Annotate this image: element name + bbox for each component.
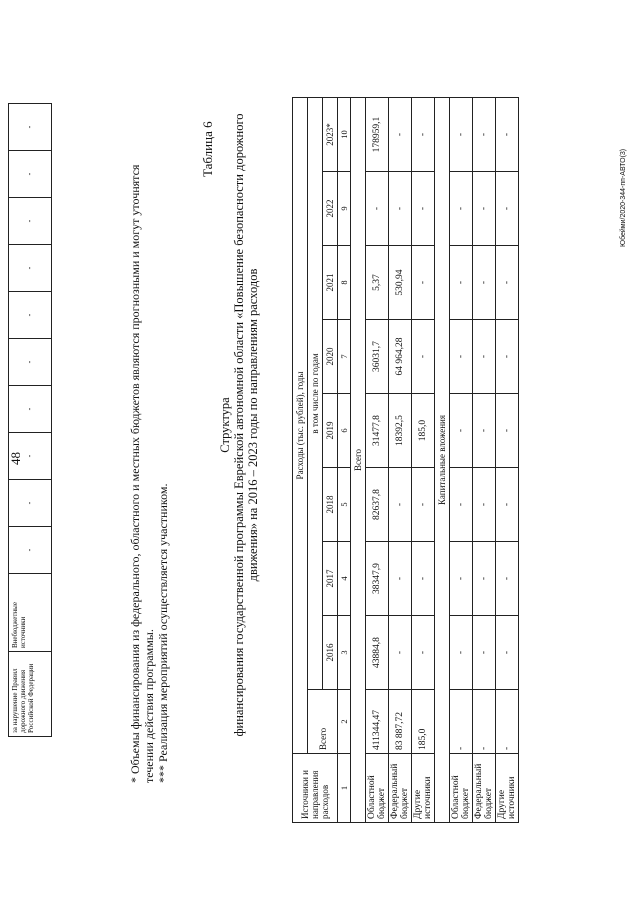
year-value-cell: -	[473, 542, 496, 616]
row-label: Федеральный бюджет	[389, 754, 412, 823]
row-total: 185,0	[412, 690, 435, 754]
year-value-cell: 5,37	[366, 246, 389, 320]
year-value-cell: -	[473, 172, 496, 246]
table-row	[412, 98, 435, 823]
caption-title: Структура	[218, 397, 232, 453]
year-value-cell: -	[412, 468, 435, 542]
year-value-cell: -	[473, 394, 496, 468]
fragment-cell-description: за нарушение Правил дорожного движения Российской Федерации	[9, 652, 52, 737]
rows-capital	[450, 98, 519, 823]
year-value-cell: 185,0	[412, 394, 435, 468]
header-sources: Источники и направления расходов	[293, 754, 338, 823]
header-total: Всего	[308, 690, 338, 754]
year-value-cell: 82637,8	[366, 468, 389, 542]
column-number-row	[338, 98, 351, 823]
year-header: 2017	[323, 542, 338, 616]
year-value-cell: -	[389, 468, 412, 542]
fragment-cell: -	[9, 104, 52, 151]
column-number: 2	[338, 690, 351, 754]
year-value-cell: -	[496, 468, 519, 542]
header-by-years: в том числе по годам	[308, 98, 323, 690]
row-label: Областной бюджет	[366, 754, 389, 823]
year-value-cell: -	[389, 616, 412, 690]
section-capital: Капитальные вложения	[435, 98, 450, 823]
year-value-cell: -	[496, 394, 519, 468]
fragment-cell-source: Внебюджетные источники	[9, 574, 52, 652]
year-value-cell: -	[412, 98, 435, 172]
year-value-cell: -	[412, 246, 435, 320]
table-caption	[218, 45, 260, 805]
footnote-line: *** Реализация мероприятий осуществляется участником.	[156, 483, 170, 783]
year-value-cell: 530,94	[389, 246, 412, 320]
row-label: Другие источники	[412, 754, 435, 823]
year-header: 2023*	[323, 98, 338, 172]
section-total: Всего	[351, 98, 366, 823]
year-value-cell: -	[389, 98, 412, 172]
column-number: 3	[338, 616, 351, 690]
year-value-cell: -	[473, 246, 496, 320]
fragment-cell: -	[9, 527, 52, 574]
year-value-cell: -	[450, 172, 473, 246]
table-row	[473, 98, 496, 823]
table-row	[9, 104, 52, 737]
year-value-cell: -	[473, 98, 496, 172]
document-id: Юбейми/2020-344-пп-АВТО(3)	[620, 148, 627, 247]
year-header: 2016	[323, 616, 338, 690]
year-value-cell: -	[496, 172, 519, 246]
section-row	[351, 98, 366, 823]
previous-table-fragment	[8, 103, 52, 737]
row-total: -	[496, 690, 519, 754]
year-value-cell: -	[389, 172, 412, 246]
year-header: 2019	[323, 394, 338, 468]
column-number: 8	[338, 246, 351, 320]
column-number: 1	[338, 754, 351, 823]
row-label: Областной бюджет	[450, 754, 473, 823]
table-row	[366, 98, 389, 823]
year-header: 2020	[323, 320, 338, 394]
year-value-cell: -	[450, 542, 473, 616]
year-value-cell: -	[412, 172, 435, 246]
row-total: 411344,47	[366, 690, 389, 754]
year-value-cell: -	[366, 172, 389, 246]
year-value-cell: -	[450, 320, 473, 394]
row-total: -	[473, 690, 496, 754]
caption-line: финансирования государственной программы Еврейской автономной области «Повышение безопасности дорожного	[232, 113, 246, 737]
year-header: 2021	[323, 246, 338, 320]
year-value-cell: -	[412, 320, 435, 394]
year-value-cell: -	[496, 246, 519, 320]
financing-structure-table	[292, 97, 519, 823]
year-value-cell: -	[450, 246, 473, 320]
fragment-cell: -	[9, 198, 52, 245]
table-row	[389, 98, 412, 823]
section-row	[435, 98, 450, 823]
footnote-line: течении действия программы.	[142, 629, 156, 783]
year-value-cell: 178959,1	[366, 98, 389, 172]
row-total: -	[450, 690, 473, 754]
year-value-cell: -	[412, 616, 435, 690]
year-value-cell: -	[496, 542, 519, 616]
year-header: 2018	[323, 468, 338, 542]
fragment-cell: -	[9, 151, 52, 198]
column-number: 9	[338, 172, 351, 246]
year-value-cell: -	[496, 320, 519, 394]
year-value-cell: -	[450, 98, 473, 172]
column-number: 6	[338, 394, 351, 468]
year-value-cell: -	[473, 616, 496, 690]
column-number: 7	[338, 320, 351, 394]
rows-total	[366, 98, 435, 823]
table-number: Таблица 6	[200, 121, 215, 177]
year-value-cell: -	[496, 98, 519, 172]
caption-line: движения» на 2016 – 2023 годы по направлениям расходов	[246, 268, 260, 582]
fragment-cell: -	[9, 292, 52, 339]
year-header: 2022	[323, 172, 338, 246]
fragment-cell: -	[9, 433, 52, 480]
row-label: Федеральный бюджет	[473, 754, 496, 823]
table-row	[450, 98, 473, 823]
year-value-cell: 64 964,28	[389, 320, 412, 394]
table-row	[496, 98, 519, 823]
year-value-cell: 18392,5	[389, 394, 412, 468]
year-value-cell: 31477,8	[366, 394, 389, 468]
year-value-cell: 43884,8	[366, 616, 389, 690]
row-label: Другие источники	[496, 754, 519, 823]
year-value-cell: -	[412, 542, 435, 616]
year-value-cell: 36031,7	[366, 320, 389, 394]
year-value-cell: -	[496, 616, 519, 690]
year-value-cell: -	[450, 468, 473, 542]
fragment-cell: -	[9, 480, 52, 527]
row-total: 83 887,72	[389, 690, 412, 754]
header-row	[308, 98, 323, 823]
footnotes	[128, 143, 170, 783]
year-value-cell: -	[389, 542, 412, 616]
header-row	[293, 98, 308, 823]
fragment-cell: -	[9, 339, 52, 386]
column-number: 10	[338, 98, 351, 172]
year-value-cell: -	[473, 468, 496, 542]
year-value-cell: -	[473, 320, 496, 394]
page-number: 48	[8, 452, 23, 465]
header-expenses: Расходы (тыс. рублей), годы	[293, 98, 308, 754]
fragment-cell: -	[9, 245, 52, 292]
year-value-cell: 38347,9	[366, 542, 389, 616]
fragment-cell: -	[9, 386, 52, 433]
footnote-line: * Объемы финансирования из федерального, областного и местных бюджетов являются прогнозными и могут уточнятся	[128, 164, 142, 783]
column-number: 5	[338, 468, 351, 542]
year-value-cell: -	[450, 616, 473, 690]
year-value-cell: -	[450, 394, 473, 468]
column-number: 4	[338, 542, 351, 616]
